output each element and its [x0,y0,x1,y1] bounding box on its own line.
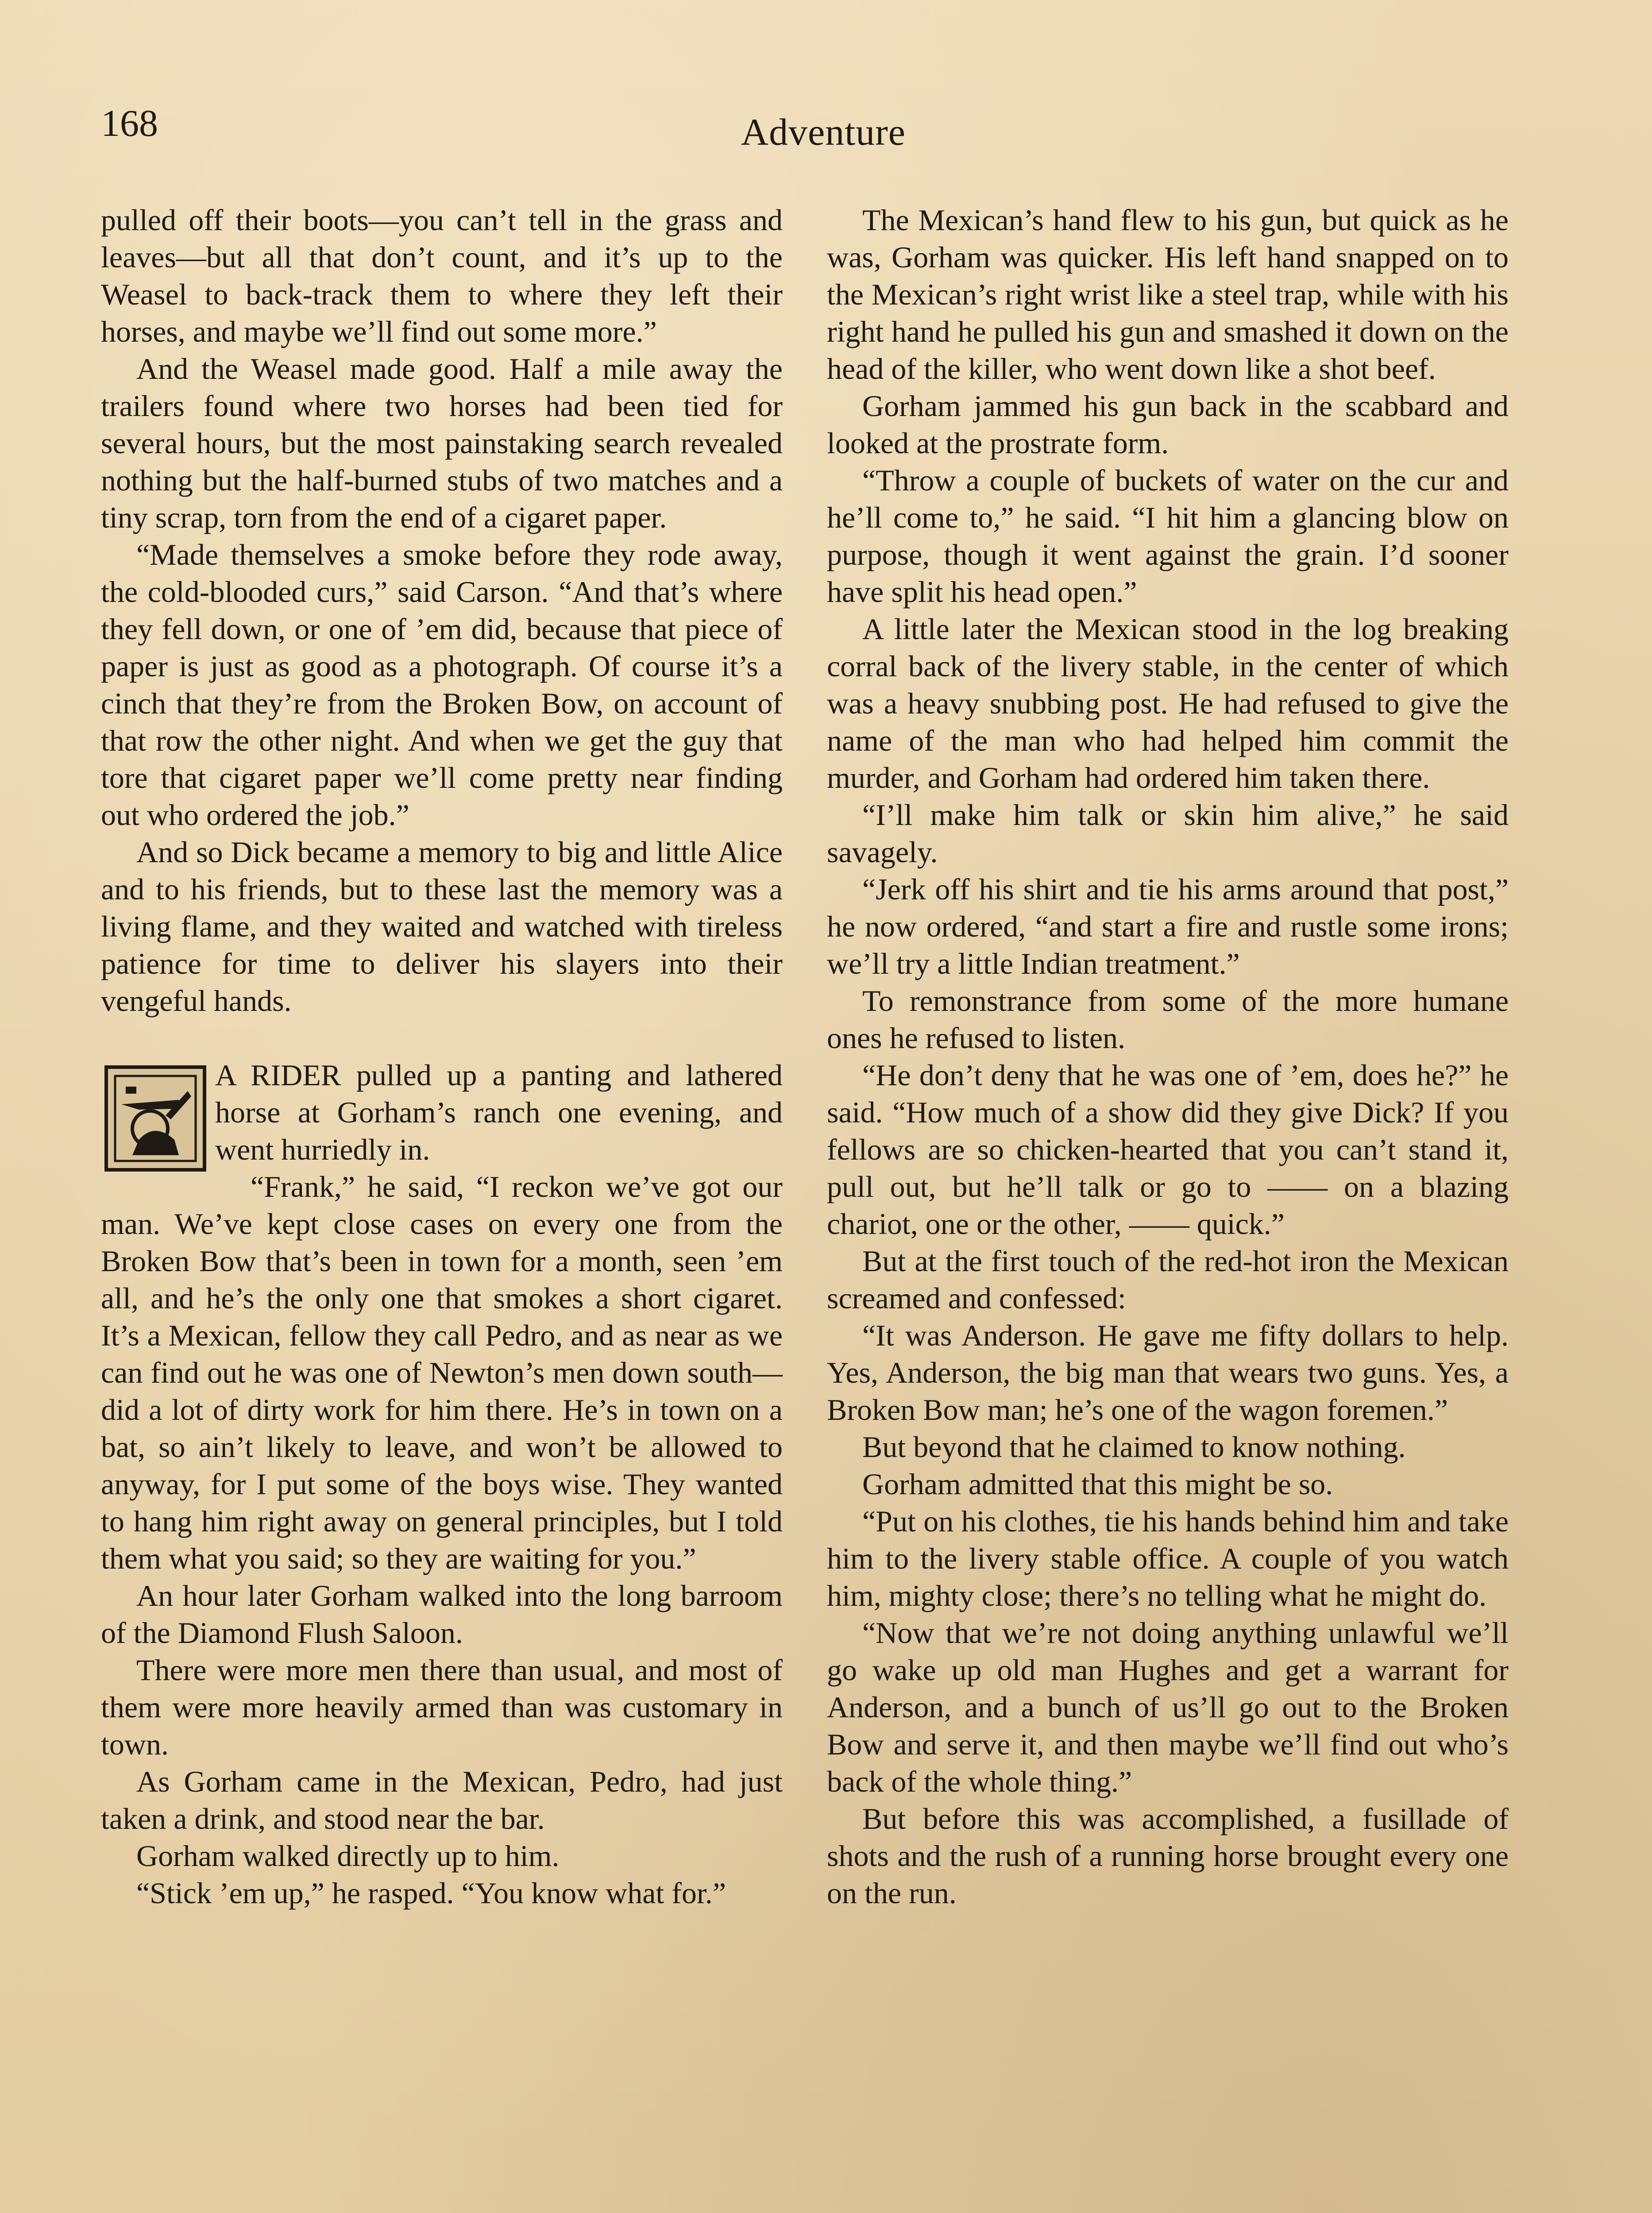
paragraph: “Frank,” he said, “I reckon we’ve got our man. We’ve kept close cases on every one from the Broken Bow that’s been in town for a month, seen ’em all, and he’s the only one that smokes a short cigaret. It’s a Mexican, fellow they call Pedro, and as near as we can find out he was one of Newton’s men down south—did a lot of dirty work for him there. He’s in town on a bat, so ain’t likely to leave, and won’t be allowed to anyway, for I put some of the boys wise. They wanted to hang him right away on general principles, but I told them what you said; so they are waiting for you.” [101,1170,783,1575]
paragraph: “Jerk off his shirt and tie his arms around that post,” he now ordered, “and start a fire and rustle some irons; we’ll try a little Indian treatment.” [827,872,1509,980]
left-column [101,201,783,1912]
paragraph: “It was Anderson. He gave me fifty dollars to help. Yes, Anderson, the big man that wears two guns. Yes, a Broken Bow man; he’s one of the wagon foremen.” [827,1319,1509,1426]
paragraph: pulled off their boots—you can’t tell in the grass and leaves—but all that don’t count, and it’s up to the Weasel to back-track them to where they left their horses, and maybe we’ll find out some more.” [101,203,783,348]
page-number: 168 [101,102,158,144]
paragraph: But before this was accomplished, a fusillade of shots and the rush of a running horse brought every one on the run. [827,1802,1509,1910]
paragraph: An hour later Gorham walked into the long barroom of the Diamond Flush Saloon. [101,1579,783,1650]
running-title: Adventure [741,111,906,153]
right-column [827,201,1509,1912]
paragraph: The Mexican’s hand flew to his gun, but quick as he was, Gorham was quicker. His left hand snapped on to the Mexican’s right wrist like a steel trap, while with his right hand he pulled his gun and smashed it down on the head of the killer, who went down like a shot beef. [827,203,1509,386]
paragraph: “I’ll make him talk or skin him alive,” he said savagely. [827,798,1509,869]
paragraph: And so Dick became a memory to big and little Alice and to his friends, but to these last the memory was a living flame, and they waited and watched with tireless patience for time to deliver his slayers into their vengeful hands. [101,835,783,1018]
paragraph: A little later the Mexican stood in the log breaking corral back of the livery stable, in the center of which was a heavy snubbing post. He had refused to give the name of the man who had helped him commit the murder, and Gorham had ordered him taken there. [827,612,1509,794]
paragraph: “Now that we’re not doing anything unlawful we’ll go wake up old man Hughes and get a warrant for Anderson, and a bunch of us’ll go out to the Broken Bow and serve it, and then maybe we’ll find out who’s back of the whole thing.” [827,1616,1509,1798]
paragraph: Gorham jammed his gun back in the scabbard and looked at the prostrate form. [827,389,1509,460]
paragraph: To remonstrance from some of the more humane ones he refused to listen. [827,984,1509,1055]
paragraph: But beyond that he claimed to know nothing. [862,1430,1406,1464]
paragraph: “Made themselves a smoke before they rode away, the cold-blooded curs,” said Carson. “And that’s where they fell down, or one of ’em did, because that piece of paper is just as good as a photograph. Of course it’s a cinch that they’re from the Broken Bow, on account of that row the other night. And when we get the guy that tore that cigaret paper we’ll come pretty near finding out who ordered the job.” [101,538,783,832]
section-gap [101,1019,783,1056]
paragraph: And the Weasel made good. Half a mile away the trailers found where two horses had been tied for several hours, but the most painstaking search revealed nothing but the half-burned stubs of two matches and a tiny scrap, torn from the end of a cigaret paper. [101,352,783,534]
paragraph: Gorham admitted that this might be so. [862,1467,1333,1501]
paragraph: As Gorham came in the Mexican, Pedro, had just taken a drink, and stood near the bar. [101,1765,783,1835]
paragraph: But at the first touch of the red-hot iron the Mexican screamed and confessed: [827,1244,1509,1315]
paragraph: “Throw a couple of buckets of water on the cur and he’ll come to,” he said. “I hit him a glancing blow on purpose, though it went against the grain. I’d sooner have split his head open.” [827,463,1509,609]
paragraph: “He don’t deny that he was one of ’em, does he?” he said. “How much of a show did they give Dick? If you fellows are so chicken-hearted that you can’t stand it, pull out, but he’ll talk or go to —— on a blazing chariot, one or the other, —— quick.” [827,1058,1509,1241]
paragraph: There were more men there than usual, and most of them were more heavily armed than was customary in town. [101,1653,783,1761]
rider-vignette-icon [104,1065,206,1172]
paragraph: A RIDER pulled up a panting and lathered horse at Gorham’s ranch one evening, and went hurriedly in. [215,1058,783,1166]
rider-vignette-graphic [112,1073,198,1164]
paragraph: Gorham walked directly up to him. [136,1839,560,1873]
paragraph: “Put on his clothes, tie his hands behind him and take him to the livery stable office. A couple of you watch him, mighty close; there’s no telling what he might do. [827,1504,1509,1612]
paragraph: “Stick ’em up,” he rasped. “You know what for.” [136,1876,726,1910]
